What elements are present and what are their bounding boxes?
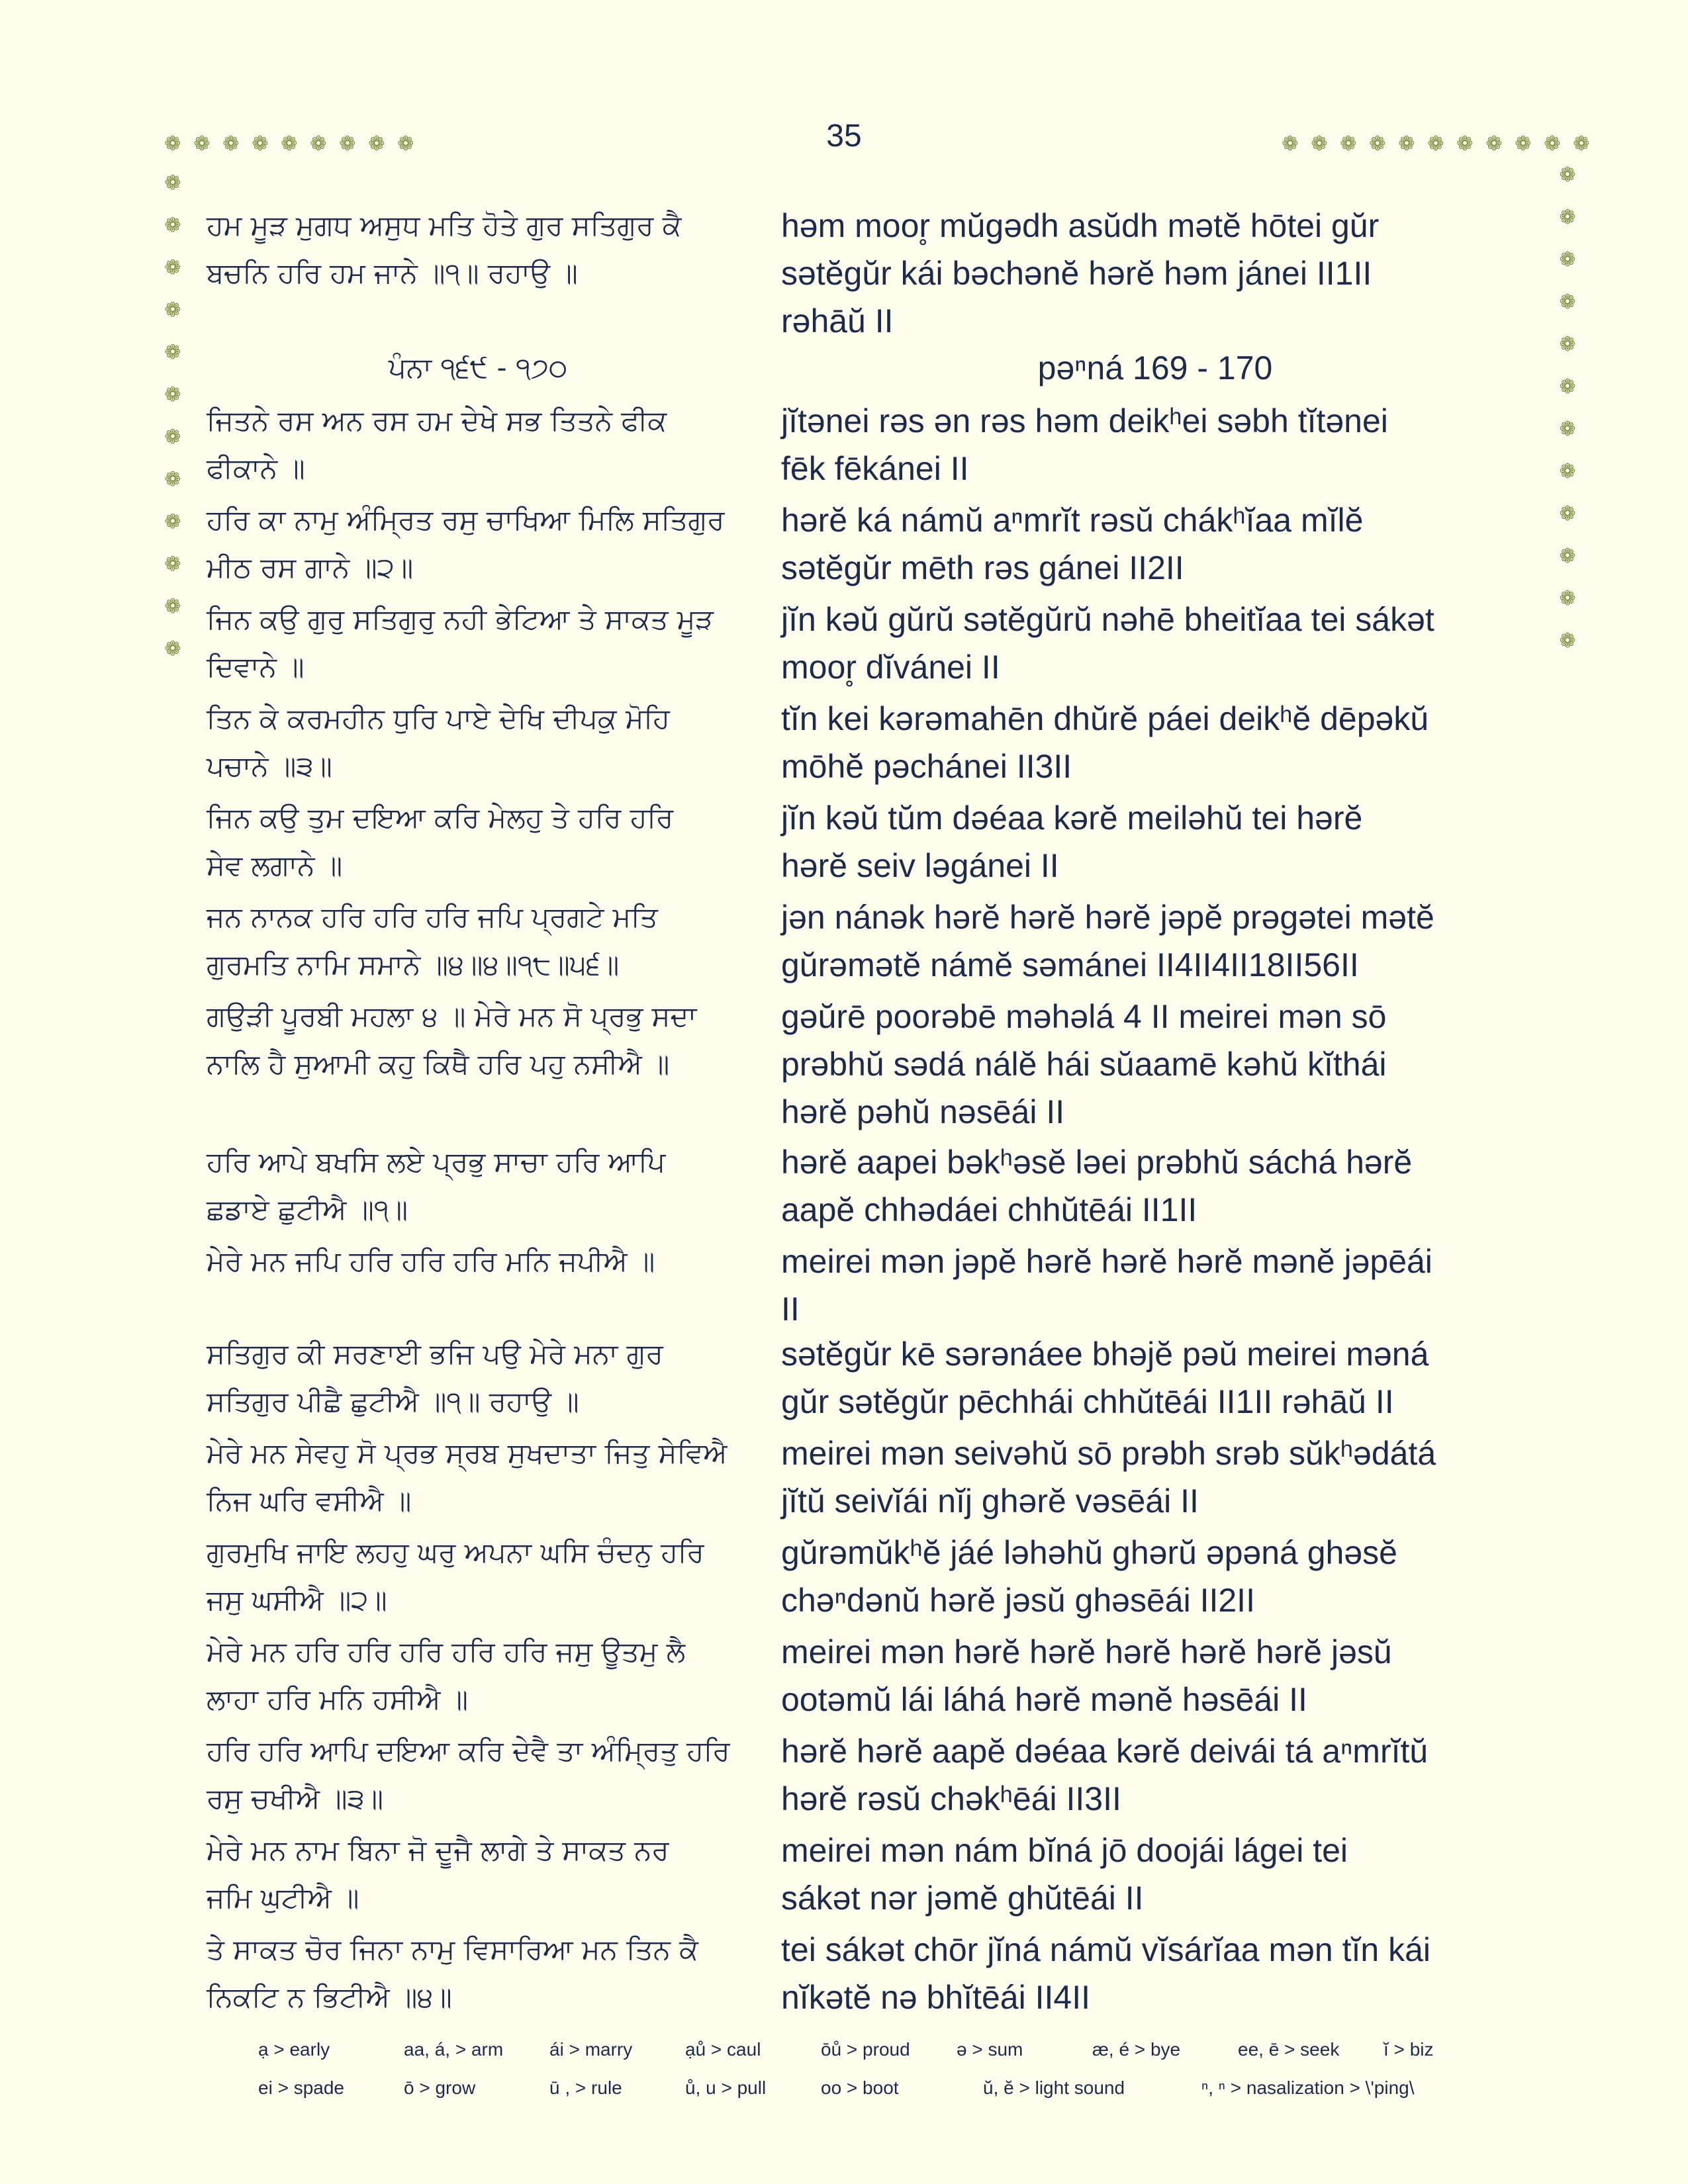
flower-icon: ❁ [1559, 248, 1576, 271]
transliteration-text: gəŭrē poorəbē məhəlá 4 II meirei mən sō prəbhŭ sədá nálĕ hái sŭaamē kəhŭ kĭthái hərĕ pəhŭ nəsēái II [781, 998, 1387, 1130]
flower-icon: ❁ [1559, 502, 1576, 525]
transliteration-text: meirei mən hərĕ hərĕ hərĕ hərĕ hərĕ jəsŭ ootəmŭ lái láhá hərĕ mənĕ həsēái II [781, 1633, 1392, 1718]
gurmukhi-text: ਹਰਿ ਕਾ ਨਾਮੁ ਅੰਮ੍ਰਿਤ ਰਸੁ ਚਾਖਿਆ ਮਿਲਿ ਸਤਿਗੁਰ ਮੀਠ ਰਸ ਗਾਨੇ ॥੨॥ [207, 504, 725, 584]
flower-icon: ❁ [339, 132, 356, 156]
flower-icon: ❁ [164, 214, 181, 237]
flower-icon: ❁ [1427, 132, 1444, 156]
legend-item: ⁿ, ⁿ > nasalization > \'ping\ [1201, 2077, 1415, 2098]
flower-icon: ❁ [1340, 132, 1357, 156]
flower-icon: ❁ [164, 553, 181, 576]
flower-icon: ❁ [164, 132, 181, 156]
legend-item: ō > grow [404, 2077, 476, 2098]
flower-icon: ❁ [164, 341, 181, 364]
flower-icon: ❁ [1369, 132, 1386, 156]
transliteration-text: tĭn kei kərəmahēn dhŭrĕ páei deikʰĕ dēpəkŭ mōhĕ pəchánei II3II [781, 700, 1429, 785]
flower-icon: ❁ [281, 132, 298, 156]
gurmukhi-text: ਗੁਰਮੁਖਿ ਜਾਇ ਲਹਹੁ ਘਰੁ ਅਪਨਾ ਘਸਿ ਚੰਦਨੁ ਹਰਿ ਜਸੁ ਘਸੀਐ ॥੨॥ [207, 1536, 704, 1616]
transliteration-text: jĭn kəŭ gŭrŭ sətĕgŭrŭ nəhē bheitĭaa tei sákət moor̥ dĭvánei II [781, 601, 1434, 686]
gurmukhi-text: ਤਿਨ ਕੇ ਕਰਮਹੀਨ ਧੁਰਿ ਪਾਏ ਦੇਖਿ ਦੀਪਕੁ ਮੋਹਿ ਪਚਾਨੇ ॥੩॥ [207, 702, 670, 782]
transliteration-text: sətĕgŭr kē sərənáee bhəjĕ pəŭ meirei məná gŭr sətĕgŭr pēchhái chhŭtēái II1II rəhāŭ II [781, 1336, 1429, 1420]
transliteration-text: jən nánək hərĕ hərĕ hərĕ jəpĕ prəgətei mətĕ gŭrəmətĕ námĕ səmánei II4II4II18II56II [781, 899, 1434, 983]
flower-icon: ❁ [164, 637, 181, 660]
flower-icon: ❁ [252, 132, 269, 156]
flower-icon: ❁ [1559, 333, 1576, 356]
legend-item: ə > sum [957, 2039, 1023, 2060]
flower-icon: ❁ [1559, 460, 1576, 483]
flower-icon: ❁ [164, 383, 181, 406]
transliteration-text: hərĕ hərĕ aapĕ dəéaa kərĕ deivái tá aⁿmrĭtŭ hərĕ rəsŭ chəkʰēái II3II [781, 1733, 1429, 1817]
gurmukhi-text: ਪੰਨਾ ੧੬੯ - ੧੭੦ [388, 351, 568, 384]
legend-item: ů, u > pull [685, 2077, 767, 2098]
transliteration-text: jĭn kəŭ tŭm dəéaa kərĕ meiləhŭ tei hərĕ hərĕ seiv ləgánei II [781, 799, 1363, 884]
gurmukhi-text: ਜਿਨ ਕਉ ਗੁਰੁ ਸਤਿਗੁਰੁ ਨਹੀ ਭੇਟਿਆ ਤੇ ਸਾਕਤ ਮੂੜ ਦਿਵਾਨੇ ॥ [207, 603, 714, 683]
flower-icon: ❁ [1559, 163, 1576, 187]
legend-item: ū , > rule [549, 2077, 622, 2098]
gurmukhi-text: ਜਿਨ ਕਉ ਤੁਮ ਦਇਆ ਕਰਿ ਮੇਲਹੁ ਤੇ ਹਰਿ ਹਰਿ ਸੇਵ ਲਗਾਨੇ ॥ [207, 801, 674, 882]
flower-icon: ❁ [397, 132, 414, 156]
flower-icon: ❁ [164, 468, 181, 491]
legend-item: ŭ, ĕ > light sound [983, 2077, 1125, 2098]
flower-icon: ❁ [164, 510, 181, 533]
transliteration-text: jĭtənei rəs ən rəs həm deikʰei səbh tĭtənei fēk fēkánei II [781, 402, 1388, 487]
legend-item: oo > boot [821, 2077, 899, 2098]
legend-item: ĭ > biz [1383, 2039, 1434, 2060]
gurmukhi-text: ਤੇ ਸਾਕਤ ਚੋਰ ਜਿਨਾ ਨਾਮੁ ਵਿਸਾਰਿਆ ਮਨ ਤਿਨ ਕੈ ਨਿਕਟਿ ਨ ਭਿਟੀਐ ॥੪॥ [207, 1933, 698, 2013]
legend-item: ạů > caul [685, 2039, 761, 2060]
pronunciation-legend [258, 2030, 1516, 2107]
gurmukhi-text: ਹਮ ਮੂੜ ਮੁਗਧ ਅਸੁਧ ਮਤਿ ਹੋਤੇ ਗੁਰ ਸਤਿਗੁਰ ਕੈ ਬਚਨਿ ਹਰਿ ਹਮ ਜਾਨੇ ॥੧॥ ਰਹਾਉ ॥ [207, 209, 682, 289]
flower-icon: ❁ [1559, 587, 1576, 610]
flower-icon: ❁ [1456, 132, 1474, 156]
legend-item: ái > marry [549, 2039, 633, 2060]
gurmukhi-text: ਮੇਰੇ ਮਨ ਸੇਵਹੁ ਸੋ ਪ੍ਰਭ ਸ੍ਰਬ ਸੁਖਦਾਤਾ ਜਿਤੁ ਸੇਵਿਐ ਨਿਜ ਘਰਿ ਵਸੀਐ ॥ [207, 1437, 727, 1517]
transliteration-text: həm moor̥ mŭgədh asŭdh mətĕ hōtei gŭr sətĕgŭr kái bəchənĕ hərĕ həm jánei II1II rəhāŭ II [781, 207, 1380, 340]
flower-icon: ❁ [1282, 132, 1299, 156]
legend-row-2 [258, 2069, 1516, 2107]
transliteration-text: tei sákət chōr jĭná námŭ vĭsárĭaa mən tĭn kái nĭkətĕ nə bhĭtēái II4II [781, 1931, 1431, 2016]
legend-item: ei > spade [258, 2077, 344, 2098]
flower-icon: ❁ [164, 256, 181, 279]
transliteration-text: gŭrəmŭkʰĕ jáé ləhəhŭ ghərŭ əpəná ghəsĕ chəⁿdənŭ hərĕ jəsŭ ghəsēái II2II [781, 1534, 1397, 1619]
flower-icon: ❁ [222, 132, 240, 156]
gurmukhi-text: ਮੇਰੇ ਮਨ ਜਪਿ ਹਰਿ ਹਰਿ ਹਰਿ ਮਨਿ ਜਪੀਐ ॥ [207, 1245, 655, 1277]
page-number: 35 [826, 118, 862, 154]
flower-icon: ❁ [164, 298, 181, 322]
transliteration-text: meirei mən nám bĭná jō doojái lágei tei sákət nər jəmĕ ghŭtēái II [781, 1832, 1348, 1917]
transliteration-text: hərĕ aapei bəkʰəsĕ ləei prəbhŭ sáchá hərĕ aapĕ chhədáei chhŭtēái II1II [781, 1144, 1413, 1228]
flower-icon: ❁ [1559, 629, 1576, 653]
flower-icon: ❁ [1515, 132, 1532, 156]
transliteration-text: hərĕ ká námŭ aⁿmrĭt rəsŭ chákʰĭaa mĭlĕ sətĕgŭr mēth rəs gánei II2II [781, 502, 1364, 586]
flower-icon: ❁ [164, 595, 181, 618]
flower-icon: ❁ [164, 426, 181, 449]
flower-icon: ❁ [368, 132, 385, 156]
flower-icon: ❁ [1559, 545, 1576, 568]
flower-icon: ❁ [1573, 132, 1590, 156]
flower-icon: ❁ [310, 132, 327, 156]
transliteration-text: meirei mən jəpĕ hərĕ hərĕ hərĕ mənĕ jəpēái II [781, 1243, 1432, 1328]
gurmukhi-text: ਮੇਰੇ ਮਨ ਹਰਿ ਹਰਿ ਹਰਿ ਹਰਿ ਹਰਿ ਜਸੁ ਊਤਮੁ ਲੈ ਲਾਹਾ ਹਰਿ ਮਨਿ ਹਸੀਐ ॥ [207, 1635, 686, 1715]
legend-item: ōů > proud [821, 2039, 910, 2060]
flower-icon: ❁ [1559, 418, 1576, 441]
gurmukhi-text: ਜਨ ਨਾਨਕ ਹਰਿ ਹਰਿ ਹਰਿ ਜਪਿ ਪ੍ਰਗਟੇ ਮਤਿ ਗੁਰਮਤਿ ਨਾਮਿ ਸਮਾਨੇ ॥੪॥੪॥੧੮॥੫੬॥ [207, 901, 658, 981]
flower-icon: ❁ [1485, 132, 1503, 156]
flower-icon: ❁ [1398, 132, 1415, 156]
transliteration-text: pəⁿná 169 - 170 [1037, 349, 1273, 387]
gurmukhi-text: ਸਤਿਗੁਰ ਕੀ ਸਰਣਾਈ ਭਜਿ ਪਉ ਮੇਰੇ ਮਨਾ ਗੁਰ ਸਤਿਗੁਰ ਪੀਛੈ ਛੁਟੀਐ ॥੧॥ ਰਹਾਉ ॥ [207, 1338, 663, 1418]
gurmukhi-text: ਹਰਿ ਹਰਿ ਆਪਿ ਦਇਆ ਕਰਿ ਦੇਵੈ ਤਾ ਅੰਮ੍ਰਿਤੁ ਹਰਿ ਰਸੁ ਚਖੀਐ ॥੩॥ [207, 1735, 730, 1815]
flower-icon: ❁ [1544, 132, 1561, 156]
gurmukhi-text: ਮੇਰੇ ਮਨ ਨਾਮ ਬਿਨਾ ਜੋ ਦੂਜੈ ਲਾਗੇ ਤੇ ਸਾਕਤ ਨਰ ਜਮਿ ਘੁਟੀਐ ॥ [207, 1834, 669, 1914]
legend-item: æ, é > bye [1092, 2039, 1181, 2060]
legend-item: aa, á, > arm [404, 2039, 504, 2060]
gurmukhi-text: ਹਰਿ ਆਪੇ ਬਖਸਿ ਲਏ ਪ੍ਰਭੁ ਸਾਚਾ ਹਰਿ ਆਪਿ ਛਡਾਏ ਛੁਟੀਐ ॥੧॥ [207, 1146, 666, 1226]
flower-icon: ❁ [1559, 375, 1576, 398]
gurmukhi-text: ਜਿਤਨੇ ਰਸ ਅਨ ਰਸ ਹਮ ਦੇਖੇ ਸਭ ਤਿਤਨੇ ਫੀਕ ਫੀਕਾਨੇ ॥ [207, 404, 667, 484]
legend-item: ạ > early [258, 2039, 330, 2060]
flower-icon: ❁ [164, 171, 181, 195]
transliteration-text: meirei mən seivəhŭ sō prəbh srəb sŭkʰədátá jĭtŭ seivĭái nĭj ghərĕ vəsēái II [781, 1435, 1436, 1520]
flower-icon: ❁ [1559, 291, 1576, 314]
flower-icon: ❁ [193, 132, 211, 156]
flower-icon: ❁ [1311, 132, 1328, 156]
gurmukhi-text: ਗਉੜੀ ਪੂਰਬੀ ਮਹਲਾ ੪ ॥ ਮੇਰੇ ਮਨ ਸੋ ਪ੍ਰਭੁ ਸਦਾ ਨਾਲਿ ਹੈ ਸੁਆਮੀ ਕਹੁ ਕਿਥੈ ਹਰਿ ਪਹੁ ਨਸੀਐ ॥ [207, 1000, 697, 1080]
legend-row-1 [258, 2030, 1516, 2069]
flower-icon: ❁ [1559, 206, 1576, 229]
legend-item: ee, ē > seek [1238, 2039, 1340, 2060]
